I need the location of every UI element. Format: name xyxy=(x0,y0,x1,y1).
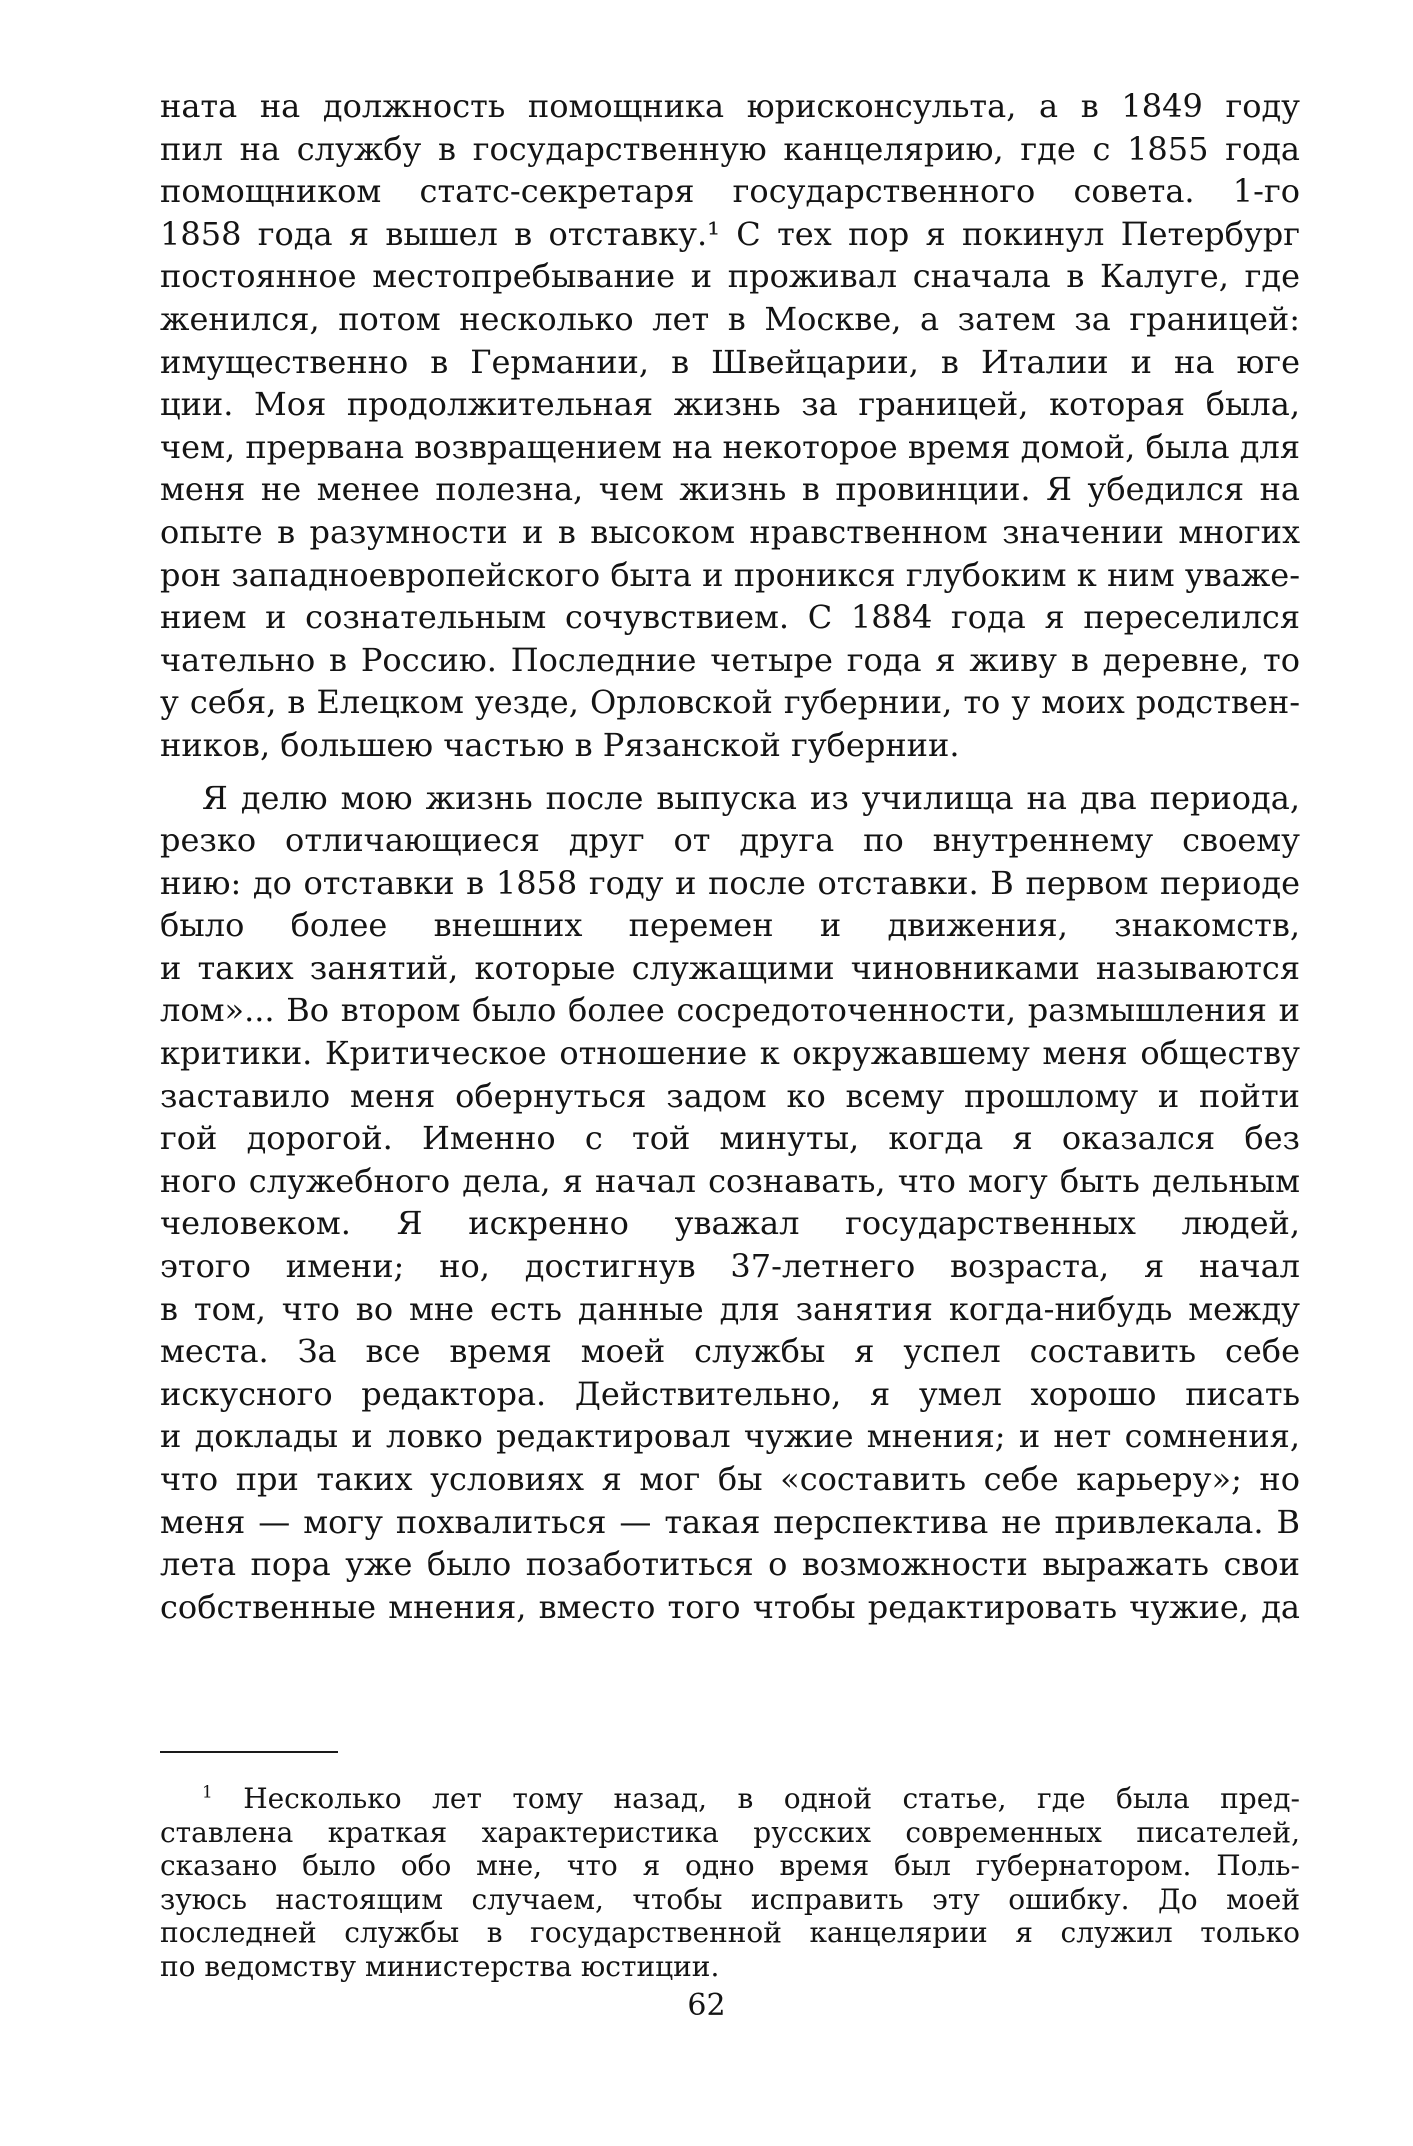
text-line: пил на службу в государственную канцелярию, где с 1855 года xyxy=(160,129,1300,168)
text-line: лом»... Во втором было более сосредоточенности, размышления и xyxy=(160,991,1300,1030)
text-line: ции. Моя продолжительная жизнь за границей, которая была, xyxy=(160,385,1300,424)
text-line: заставило меня обернуться задом ко всему прошлому и пойти xyxy=(160,1076,1300,1115)
text-line: искусного редактора. Действительно, я умел хорошо писать xyxy=(160,1374,1300,1413)
footnote-marker: 1 xyxy=(202,1782,213,1802)
text-line: у себя, в Елецком уезде, Орловской губернии, то у моих родствен- xyxy=(160,683,1300,722)
text-line: критики. Критическое отношение к окружавшему меня обществу xyxy=(160,1034,1300,1073)
text-line: и доклады и ловко редактировал чужие мнения; и нет сомнения, xyxy=(160,1417,1300,1456)
text-line: в том, что во мне есть данные для занятия когда-нибудь между xyxy=(160,1289,1300,1328)
text-line: нию: до отставки в 1858 году и после отставки. В первом периоде xyxy=(160,863,1300,902)
footnote-line: зуюсь настоящим случаем, чтобы исправить эту ошибку. До моей xyxy=(160,1882,1300,1916)
text-line: и таких занятий, которые служащими чиновниками называются xyxy=(160,948,1300,987)
text-line: чательно в Россию. Последние четыре года я живу в деревне, то xyxy=(160,640,1300,679)
text-line: ного служебного дела, я начал сознавать, что могу быть дельным xyxy=(160,1161,1300,1200)
text-line: женился, потом несколько лет в Москве, а затем за границей: xyxy=(160,299,1300,338)
text-line: этого имени; но, достигнув 37-летнего возраста, я начал xyxy=(160,1247,1300,1286)
text-line: ната на должность помощника юрисконсульта, а в 1849 году xyxy=(160,87,1300,125)
text-line: лета пора уже было позаботиться о возможности выражать свои xyxy=(160,1545,1300,1584)
page-number: 62 xyxy=(687,1988,726,2023)
text-line: места. За все время моей службы я успел составить себе xyxy=(160,1332,1300,1371)
text-line: рон западноевропейского быта и проникся глубоким к ним уваже- xyxy=(160,555,1300,594)
text-line: меня — могу похвалиться — такая перспектива не привлекала. В xyxy=(160,1502,1300,1541)
footnote-line: ставлена краткая характеристика русских современных писателей, xyxy=(160,1815,1300,1849)
text-line: собственные мнения, вместо того чтобы редактировать чужие, да xyxy=(160,1587,1300,1626)
main-text xyxy=(160,85,1300,1628)
footnote-line xyxy=(160,1782,1300,1816)
footnote xyxy=(160,1782,1300,1984)
text-line: ников, большею частью в Рязанской губернии. xyxy=(160,725,960,764)
footnote-line: по ведомству министерства юстиции. xyxy=(160,1949,720,1983)
text-line: опыте в разумности и в высоком нравственном значении многих xyxy=(160,512,1300,551)
text-line: 1858 года я вышел в отставку.¹ С тех пор я покинул Петербург xyxy=(160,214,1300,253)
text-line: что при таких условиях я мог бы «составить себе карьеру»; но xyxy=(160,1460,1300,1498)
paragraph-gap xyxy=(160,767,1300,777)
text-line: резко отличающиеся друг от друга по внутреннему своему xyxy=(160,821,1300,860)
text-line: гой дорогой. Именно с той минуты, когда я оказался без xyxy=(160,1119,1300,1158)
footnote-line: сказано было обо мне, что я одно время был губернатором. Поль- xyxy=(160,1849,1300,1883)
text-line: меня не менее полезна, чем жизнь в провинции. Я убедился на xyxy=(160,470,1300,509)
text-line: помощником статс-секретаря государственного совета. 1-го xyxy=(160,172,1300,211)
footnote-divider xyxy=(160,1751,338,1753)
text-line: человеком. Я искренно уважал государственных людей, xyxy=(160,1204,1300,1243)
footnote-text: Несколько лет тому назад, в одной статье, где была пред- xyxy=(243,1782,1300,1815)
footnote-line: последней службы в государственной канцелярии я служил только xyxy=(160,1916,1300,1950)
paragraph-1 xyxy=(160,85,1300,767)
text-line: Я делю мою жизнь после выпуска из училища на два периода, xyxy=(202,778,1300,817)
text-line: чем, прервана возвращением на некоторое время домой, была для xyxy=(160,427,1300,466)
text-line: имущественно в Германии, в Швейцарии, в Италии и на юге xyxy=(160,342,1300,381)
paragraph-2 xyxy=(160,777,1300,1629)
text-line: нием и сознательным сочувствием. С 1884 года я переселился xyxy=(160,598,1300,637)
text-line: было более внешних перемен и движения, знакомств, xyxy=(160,906,1300,945)
text-line: постоянное местопребывание и проживал сначала в Калуге, где xyxy=(160,257,1300,296)
